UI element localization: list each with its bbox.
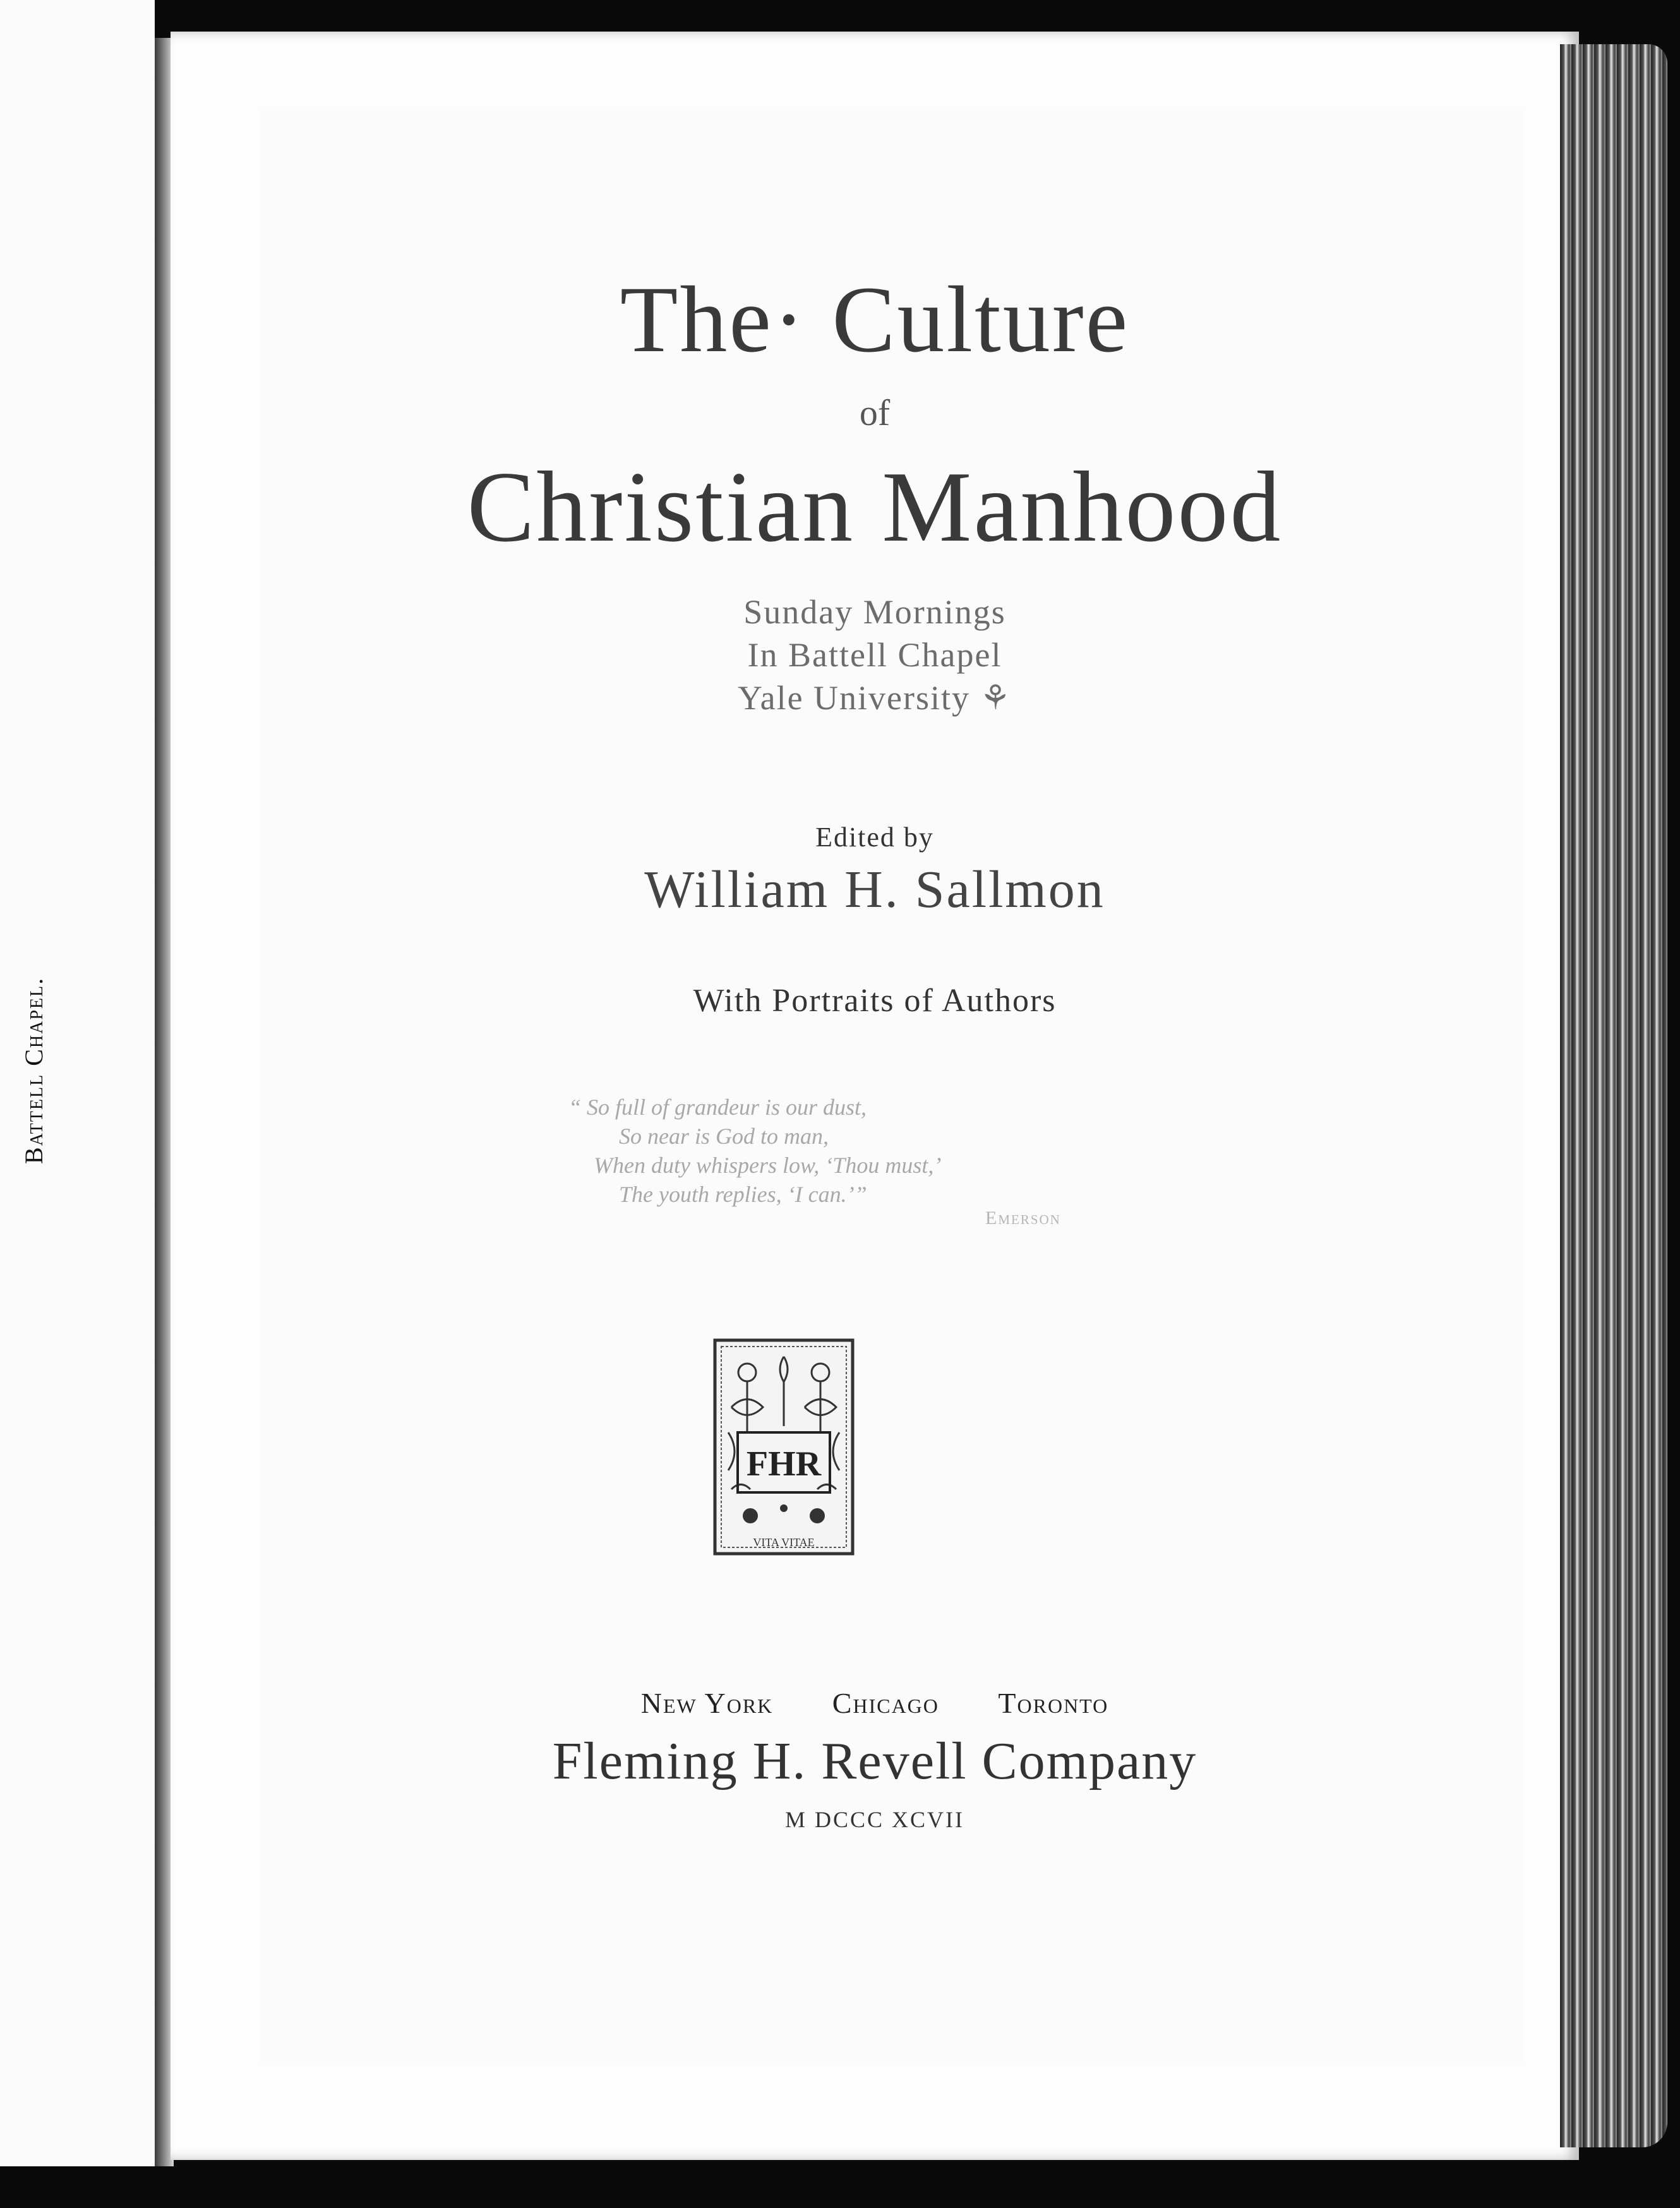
epigraph-line: So near is God to man, (619, 1124, 829, 1149)
left-facing-page (0, 0, 155, 2166)
epigraph-author: Emerson (985, 1208, 1061, 1228)
publisher-cities (171, 1686, 1579, 1720)
epigraph (568, 1093, 1137, 1209)
publication-year: M DCCC XCVII (784, 1807, 965, 1832)
subtitle-line: Sunday Mornings (743, 593, 1006, 631)
city-name: New York (640, 1687, 774, 1719)
publisher-name: Fleming H. Revell Company (552, 1732, 1197, 1791)
book-title-of: of (859, 392, 891, 433)
editor-name: William H. Sallmon (644, 860, 1105, 919)
book-title-line-2: Christian Manhood (467, 450, 1283, 563)
epigraph-line: The youth replies, ‘I can.’” (619, 1182, 867, 1207)
publisher-device-emblem (712, 1338, 855, 1556)
city-name: Chicago (832, 1687, 939, 1719)
epigraph-line: When duty whispers low, ‘Thou must,’ (594, 1153, 942, 1178)
city-name: Toronto (998, 1687, 1109, 1719)
subtitle-block (171, 591, 1579, 719)
left-page-caption: Battell Chapel. (20, 976, 48, 1165)
device-motto: VITA VITAE (753, 1536, 815, 1549)
portraits-note: With Portraits of Authors (693, 983, 1057, 1019)
device-monogram: FHR (746, 1444, 822, 1484)
epigraph-line: “ So full of grandeur is our dust, (568, 1095, 867, 1120)
subtitle-line: In Battell Chapel (747, 636, 1002, 674)
subtitle-line: Yale University ⚘ (738, 679, 1012, 717)
book-title-line-1: The· Culture (620, 267, 1130, 372)
edited-by-label: Edited by (815, 822, 934, 853)
